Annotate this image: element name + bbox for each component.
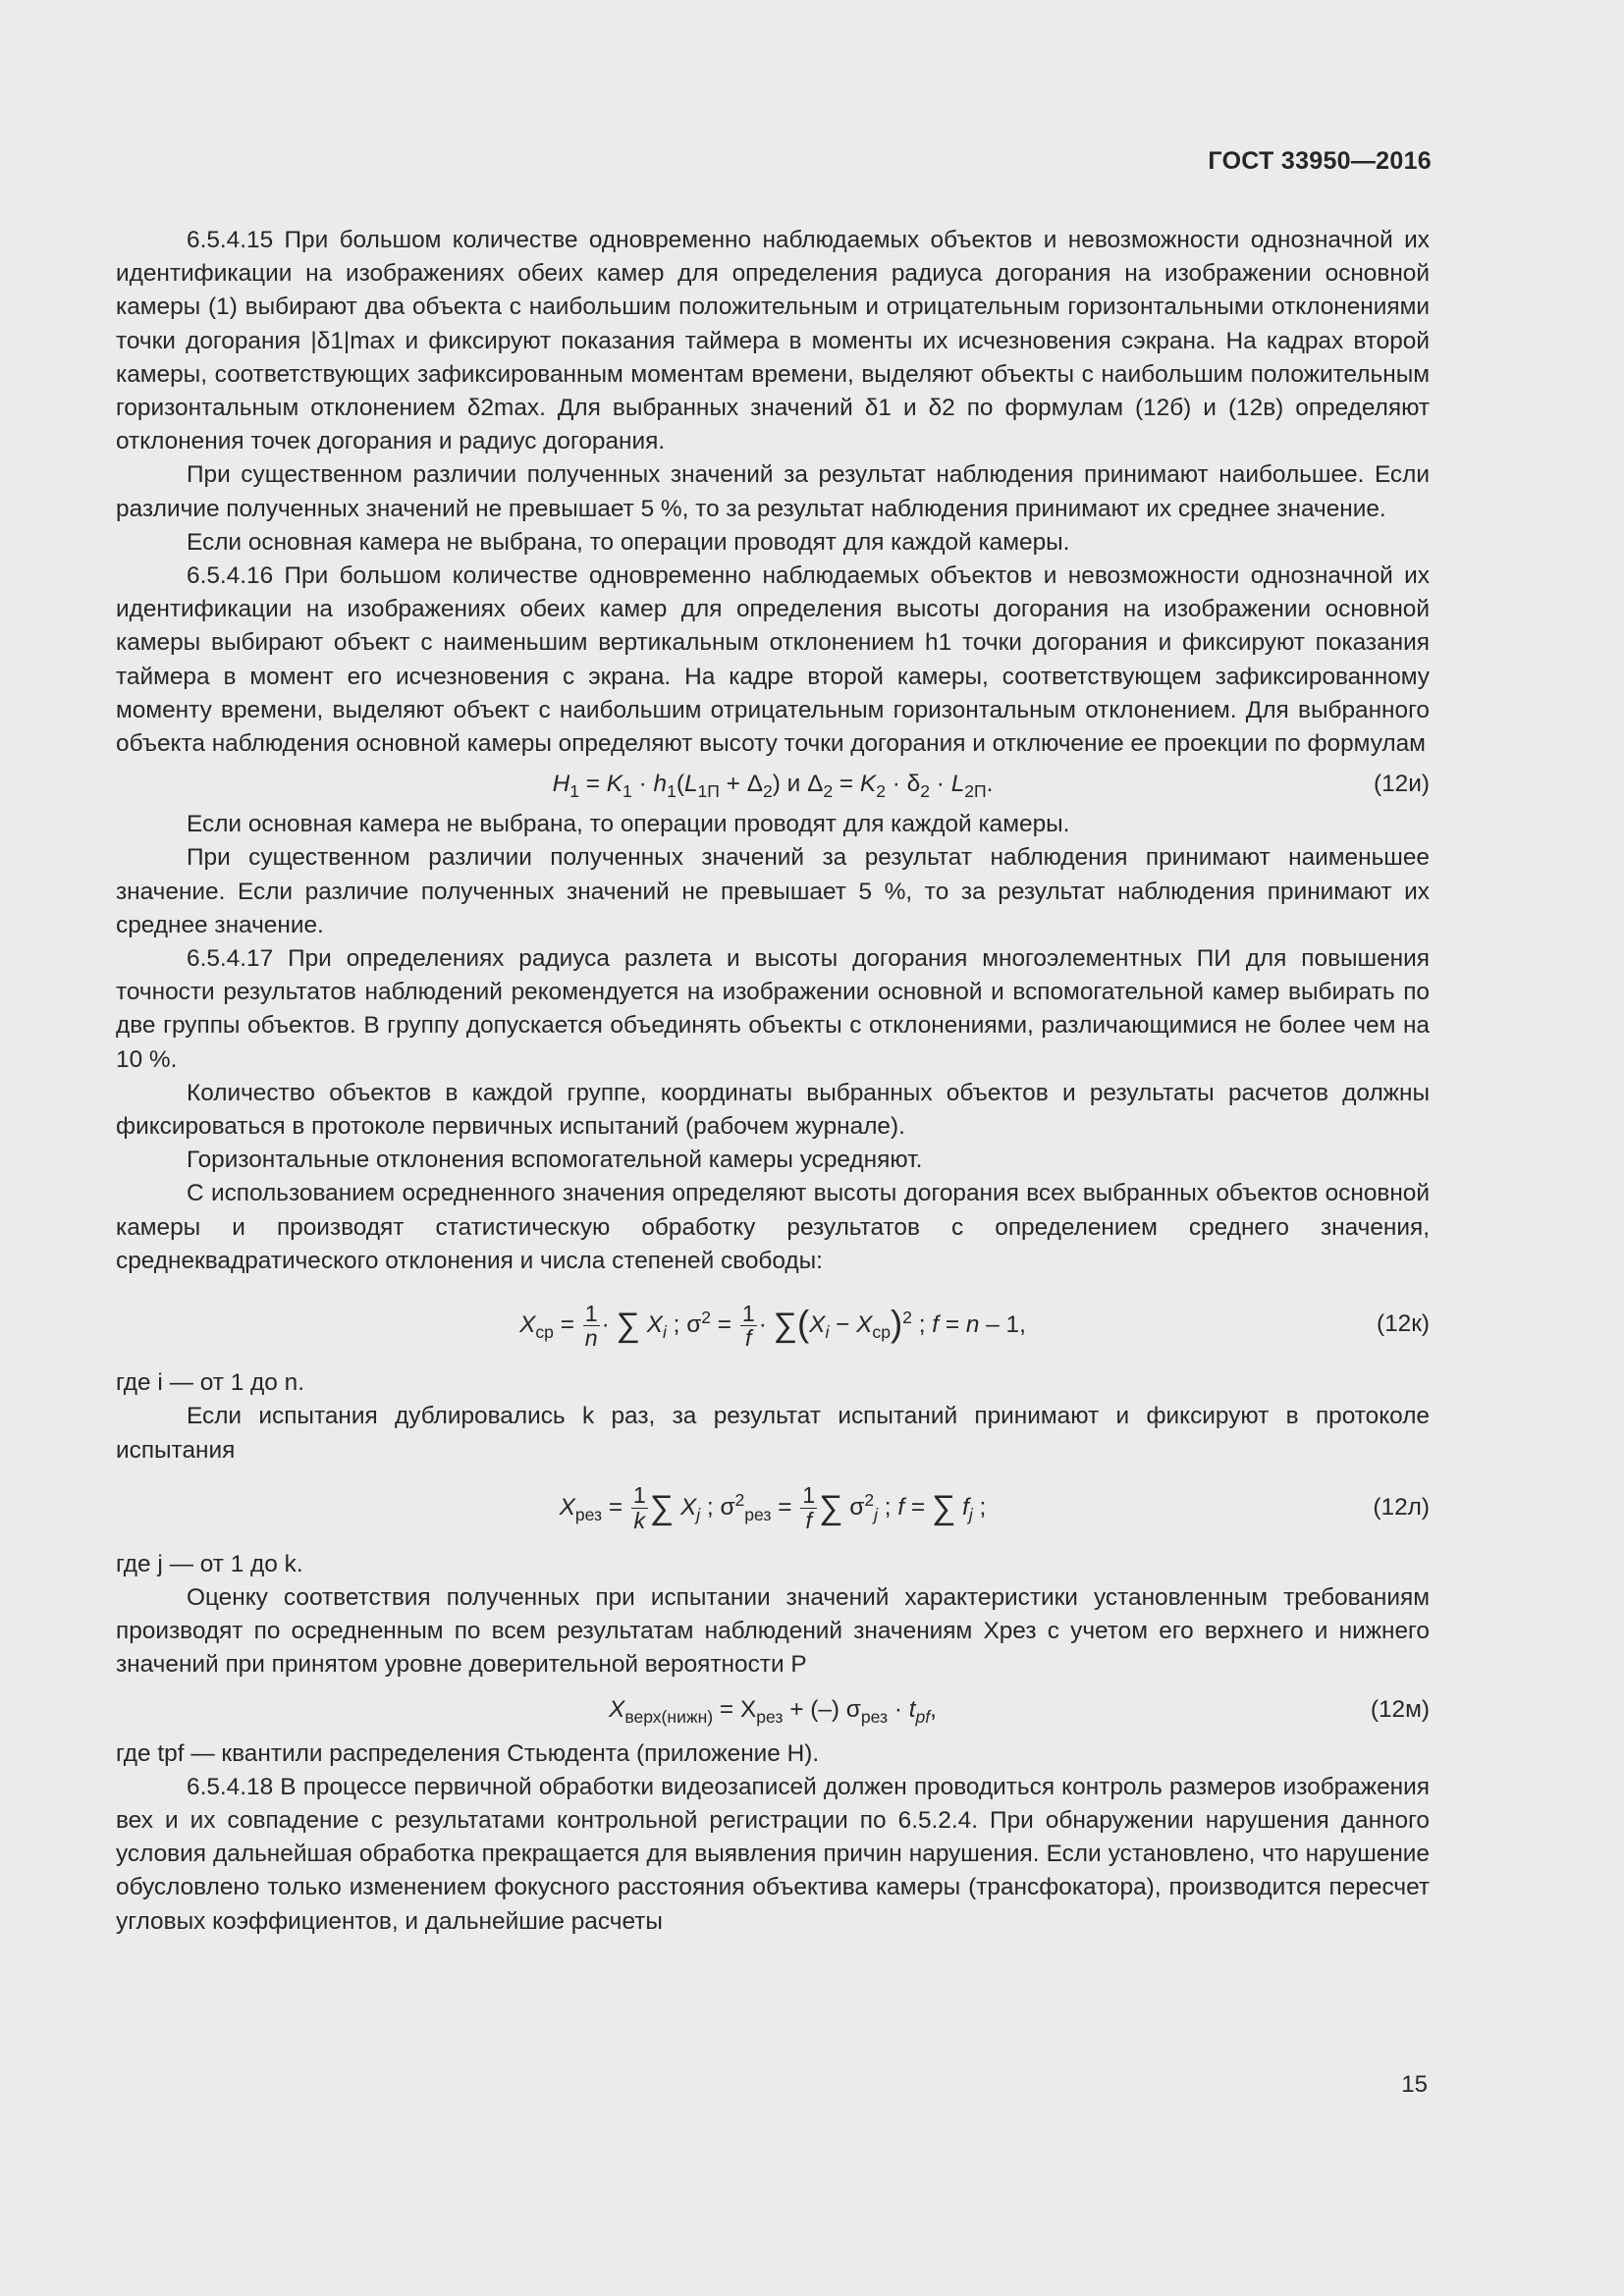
paragraph: Оценку соответствия полученных при испытании значений характеристики установленным требованиям производят по осредненным по всем результатам наблюдений значениям Xрез с учетом его верхнего и нижнего значений при принятом уровне доверительной вероятности P [116,1583,1430,1679]
paragraph: При существенном различии полученных значений за результат наблюдения принимают наибольшее. Если различие полученных значений не превышает 5 %, то за результат наблюдения принимают их среднее значение. [116,461,1430,522]
equation-12i [116,761,1430,808]
paragraph-6-5-4-18: 6.5.4.18 В процессе первичной обработки видеозаписей должен проводиться контроль размеров изображения вех и их совпадение с результатами контрольной регистрации по 6.5.2.4. При обнаружении нарушения данного условия дальнейшая обработка прекращается для выявления причин нарушения. Если установлено, что нарушение обусловлено только изменением фокусного расстояния объектива камеры (трансфокатора), производится пересчет угловых коэффициентов, и дальнейшие расчеты [116,1773,1430,1935]
paragraph: Если основная камера не выбрана, то операции проводят для каждой камеры. [187,528,1070,556]
standard-header: ГОСТ 33950—2016 [1208,147,1432,175]
paragraph: Если испытания дублировались k раз, за результат испытаний принимают и фиксируют в протоколе испытания [116,1403,1430,1464]
paragraph: Горизонтальные отклонения вспомогательной камеры усредняют. [187,1147,923,1174]
paragraph-6-5-4-16: 6.5.4.16 При большом количестве одновременно наблюдаемых объектов и невозможности однозначной их идентификации на изображениях обеих камер для определения высоты догорания на изображении основной камеры выбирают объект с наименьшим вертикальным отклонением h1 точки догорания и фиксируют показания таймера в момент его исчезновения с экрана. На кадре второй камеры, соответствующем зафиксированному моменту времени, выделяют объект с наибольшим отрицательным горизонтальным отклонением. Для выбранного объекта наблюдения основной камеры определяют высоту точки догорания и отключение ее проекции по формулам [116,562,1430,758]
paragraph: где tpf — квантили распределения Стьюдента (приложение Н). [116,1739,820,1767]
equation-body: $X_{ср}$ = $\frac{1}{n}$ · ∑ $X_i$ ; $\sigma^2$ = $\frac{1}{f}$ · $\sum(X_i - X_{ср})^2$ ; f = n – 1, [519,1300,1026,1352]
page-number: 15 [1401,2071,1428,2098]
equation-12k [116,1282,1430,1366]
paragraph: С использованием осредненного значения определяют высоты догорания всех выбранных объектов основной камеры и производят статистическую обработку результатов с определением среднего значения, среднеквадратического отклонения и числа степеней свободы: [116,1180,1430,1274]
paragraph-6-5-4-15: 6.5.4.15 При большом количестве одновременно наблюдаемых объектов и невозможности однозначной их идентификации на изображениях обеих камер для определения радиуса догорания на изображении основной камеры (1) выбирают два объекта с наибольшим положительным и отрицательным горизонтальными отклонениями точки догорания |δ1|max и фиксируют показания таймера в моменты их исчезновения сэкрана. На кадрах второй камеры, соответствующих зафиксированным моментам времени, выделяют объекты с наибольшим положительным горизонтальным отклонением δ2max. Для выбранных значений δ1 и δ2 по формулам (12б) и (12в) определяют отклонения точек догорания и радиус догорания. [116,227,1430,455]
equation-body: $X_{верх(нижн)} = X_{рез}$ + (–) $\sigma_{рез} \cdot t_{pf}$, [609,1695,937,1727]
equation-12l [116,1468,1430,1548]
paragraph: При существенном различии полученных значений за результат наблюдения принимают наименьшее значение. Если различие полученных значений не превышает 5 %, то за результат наблюдения принимают их среднее значение. [116,844,1430,938]
page-content [116,224,1430,1939]
paragraph: где i — от 1 до n. [116,1369,304,1397]
equation-12m [116,1682,1430,1737]
paragraph: Если основная камера не выбрана, то операции проводят для каждой камеры. [187,811,1070,838]
equation-number: (12л) [1373,1493,1430,1521]
paragraph-6-5-4-17: 6.5.4.17 При определениях радиуса разлета и высоты догорания многоэлементных ПИ для повышения точности результатов наблюдений рекомендуется на изображении основной и вспомогательной камер выбирать по две группы объектов. В группу допускается объединять объекты с отклонениями, различающимися не более чем на 10 %. [116,945,1430,1073]
equation-body: $H_1 = K_1 \cdot h_1(L_{1П} + \Delta_2)$ и $\Delta_2 = K_2 \cdot \delta_2 \cdot L_{2П}$. [552,771,994,802]
paragraph: Количество объектов в каждой группе, координаты выбранных объектов и результаты расчетов должны фиксироваться в протоколе первичных испытаний (рабочем журнале). [116,1079,1430,1141]
equation-number: (12и) [1374,771,1430,798]
equation-number: (12м) [1370,1695,1430,1723]
equation-number: (12к) [1376,1310,1430,1338]
paragraph: где j — от 1 до k. [116,1550,303,1577]
equation-body: $X_{рез}$ = $\frac{1}{k}$ ∑ $X_j$ ; $\sigma^2_{рез}$ = $\frac{1}{f}$ ∑ $\sigma^2_j$ ; f = ∑ $f_j$ ; [559,1482,987,1533]
